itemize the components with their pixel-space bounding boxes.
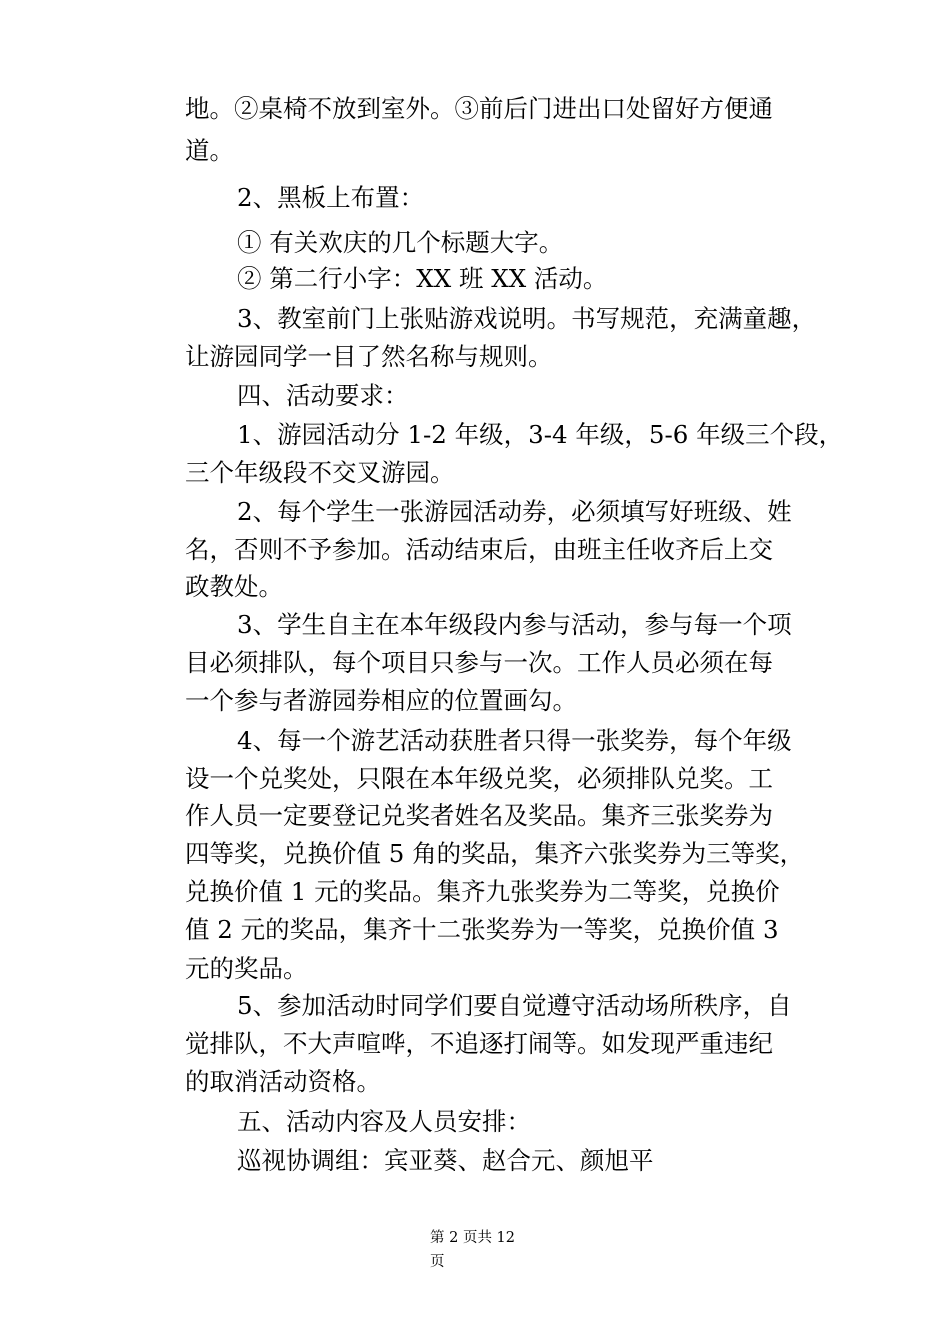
text-line: 元的奖品。	[185, 954, 308, 983]
text-line: 3、教室前门上张贴游戏说明。书写规范，充满童趣，	[237, 304, 817, 333]
text-line: 四、活动要求：	[237, 381, 409, 410]
text-line: 值 2 元的奖品，集齐十二张奖券为一等奖，兑换价值 3	[185, 915, 779, 944]
text-line: 目必须排队，每个项目只参与一次。工作人员必须在每	[185, 648, 773, 677]
text-line: 设一个兑奖处，只限在本年级兑奖，必须排队兑奖。工	[185, 764, 773, 793]
text-line: ② 第二行小字：XX 班 XX 活动。	[237, 264, 608, 293]
text-line: 四等奖，兑换价值 5 角的奖品，集齐六张奖券为三等奖，	[185, 839, 805, 868]
text-line: 作人员一定要登记兑奖者姓名及奖品。集齐三张奖券为	[185, 801, 773, 830]
text-line: 觉排队，不大声喧哗，不追逐打闹等。如发现严重违纪	[185, 1029, 773, 1058]
text-line: 2、每个学生一张游园活动券，必须填写好班级、姓	[237, 497, 792, 526]
text-line: 5、参加活动时同学们要自觉遵守活动场所秩序，自	[237, 991, 792, 1020]
text-line: 政教处。	[185, 572, 283, 601]
text-line: 让游园同学一目了然名称与规则。	[185, 342, 553, 371]
page-number-line: 页	[430, 1254, 445, 1270]
text-line: 道。	[185, 136, 234, 165]
text-line: 一个参与者游园券相应的位置画勾。	[185, 686, 577, 715]
text-line: 1、游园活动分 1-2 年级，3-4 年级，5-6 年级三个段，	[237, 420, 844, 449]
text-line: 4、每一个游艺活动获胜者只得一张奖券，每个年级	[237, 726, 792, 755]
text-line: 的取消活动资格。	[185, 1067, 381, 1096]
page-number-line: 第 2 页共 12	[430, 1230, 516, 1246]
text-line: 兑换价值 1 元的奖品。集齐九张奖券为二等奖，兑换价	[185, 877, 780, 906]
text-line: 五、活动内容及人员安排：	[237, 1107, 531, 1136]
text-line: ① 有关欢庆的几个标题大字。	[237, 228, 564, 257]
text-line: 地。②桌椅不放到室外。③前后门进出口处留好方便通	[185, 94, 773, 123]
text-line: 三个年级段不交叉游园。	[185, 458, 455, 487]
page-footer	[430, 1226, 540, 1274]
text-line: 2、黑板上布置：	[237, 183, 425, 212]
text-line: 巡视协调组：宾亚葵、赵合元、颜旭平	[237, 1146, 654, 1175]
text-line: 名，否则不予参加。活动结束后，由班主任收齐后上交	[185, 535, 773, 564]
text-line: 3、学生自主在本年级段内参与活动，参与每一个项	[237, 610, 792, 639]
